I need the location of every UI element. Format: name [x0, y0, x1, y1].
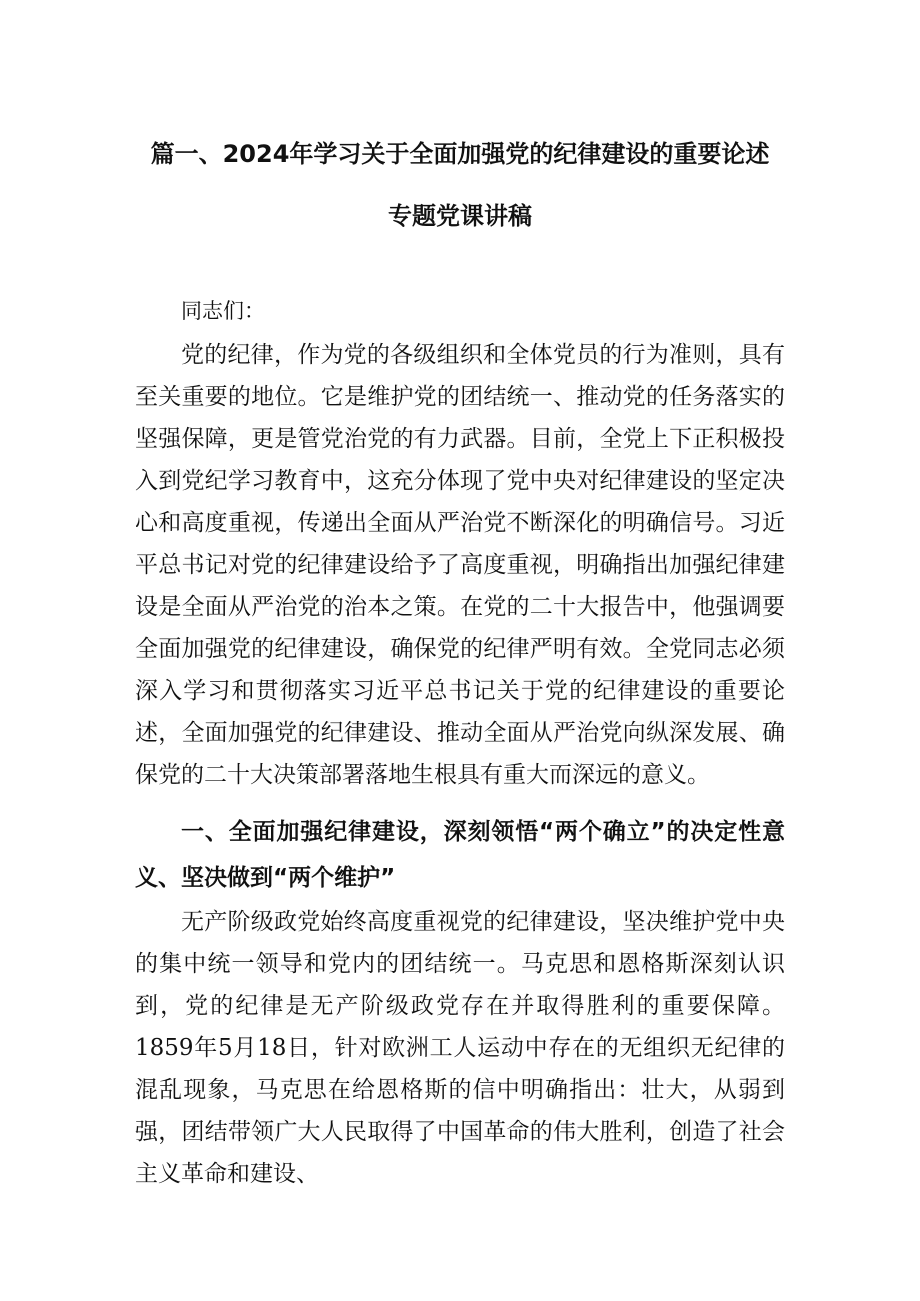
salutation: 同志们： — [181, 299, 265, 323]
body-paragraph-2 — [135, 901, 785, 1195]
document-title: 篇一、2024年学习关于全面加强党的纪律建设的重要论述 — [150, 140, 770, 168]
paragraph-text: 党的纪律，作为党的各级组织和全体党员的行为准则，具有至关重要的地位。它是维护党的团结统一、推动党的任务落实的坚强保障，更是管党治党的有力武器。目前，全党上下正积极投入到党纪学习教育中，这充分体现了党中央对纪律建设的坚定决心和高度重视，传递出全面从严治党不断深化的明确信号。习近平总书记对党的纪律建设给予了高度重视，明确指出加强纪律建设是全面从严治党的治本之策。在党的二十大报告中，他强调要全面加强党的纪律建设，确保党的纪律严明有效。全党同志必须深入学习和贯彻落实习近平总书记关于党的纪律建设的重要论述，全面加强党的纪律建设、推动全面从严治党向纵深发展、确保党的二十大决策部署落地生根具有重大而深远的意义。 — [135, 342, 785, 788]
paragraph-text: 无产阶级政党始终高度重视党的纪律建设，坚决维护党中央的集中统一领导和党内的团结统一。马克思和恩格斯深刻认识到，党的纪律是无产阶级政党存在并取得胜利的重要保障。1859年5月18日，针对欧洲工人运动中存在的无组织无纪律的混乱现象，马克思在给恩格斯的信中明确指出：壮大，从弱到强，团结带领广大人民取得了中国革命的伟大胜利，创造了社会主义革命和建设、 — [135, 909, 785, 1187]
document-subtitle: 专题党课讲稿 — [388, 202, 532, 230]
body-paragraph-1 — [135, 334, 785, 796]
section-heading-1: 一、全面加强纪律建设，深刻领悟“两个确立”的决定性意义、坚决做到“两个维护” — [135, 819, 785, 891]
